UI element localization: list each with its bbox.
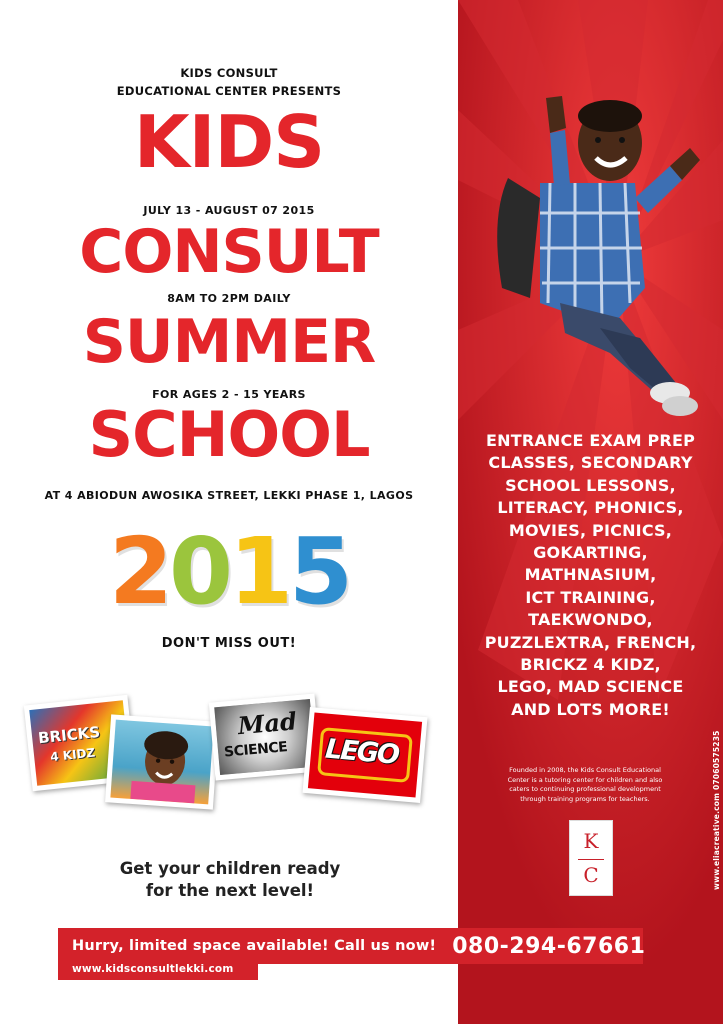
title-school: SCHOOL [88, 398, 370, 471]
tagline-line-1: Get your children ready [119, 859, 341, 878]
tagline-line-2: for the next level! [145, 881, 315, 900]
program-line: ICT TRAINING, [525, 587, 656, 607]
tagline [60, 858, 400, 902]
year-digit-1: 1 [229, 518, 290, 625]
program-line: PUZZLEXTRA, FRENCH, [484, 632, 697, 652]
kidz-label: 4 KIDZ [49, 745, 96, 765]
child-face-icon [110, 720, 213, 805]
website-link[interactable]: www.kidsconsultlekki.com [72, 963, 234, 975]
logo-divider [578, 859, 604, 860]
lego-label: LEGO [324, 733, 400, 771]
bricks-label: BRICKS [37, 722, 101, 748]
science-label: SCIENCE [223, 739, 288, 761]
about-line: Founded in 2008, the Kids Consult Educational [509, 766, 661, 774]
kc-logo [569, 820, 613, 896]
year-digit-5: 5 [289, 518, 350, 625]
year-digit-2: 2 [108, 518, 169, 625]
dates-text: JULY 13 - AUGUST 07 2015 [143, 204, 315, 217]
presenter-line-2: EDUCATIONAL CENTER PRESENTS [116, 84, 342, 98]
year-digit-0: 0 [168, 518, 229, 625]
ages-text: FOR AGES 2 - 15 YEARS [152, 388, 306, 401]
program-line: LITERACY, PHONICS, [497, 498, 684, 518]
program-line: AND LOTS MORE! [511, 699, 670, 719]
about-line: caters to continuing professional development [509, 785, 661, 793]
logo-letter-k: K [583, 829, 599, 853]
photo-child-pool [105, 714, 219, 809]
about-line: Center is a tutoring center for children and also [507, 775, 663, 784]
logo-letter-c: C [583, 863, 599, 887]
about-text [478, 766, 692, 804]
address-text: AT 4 ABIODUN AWOSIKA STREET, LEKKI PHASE 1, LAGOS [44, 489, 414, 502]
title-kids: KIDS [133, 100, 325, 184]
program-line: MOVIES, PICNICS, [508, 520, 673, 540]
program-line: GOKARTING, [533, 543, 648, 563]
phone-number[interactable]: 080-294-67661 [452, 933, 646, 959]
title-consult: CONSULT [79, 217, 379, 287]
program-line: BRICKZ 4 KIDZ, [520, 655, 661, 675]
program-line: CLASSES, SECONDARY [488, 453, 693, 473]
dont-miss-text: DON'T MISS OUT! [161, 636, 297, 651]
program-line: MATHNASIUM, [524, 565, 657, 585]
call-to-action-bar [58, 928, 646, 964]
hurry-text: Hurry, limited space available! Call us now! [72, 938, 437, 954]
mad-label: Mad [236, 706, 298, 741]
designer-credit: www.eliacreative.com 07060575235 [712, 730, 721, 890]
about-line: through training programs for teachers. [520, 794, 650, 803]
program-line: SCHOOL LESSONS, [505, 475, 676, 495]
title-summer: SUMMER [82, 307, 376, 377]
hours-text: 8AM TO 2PM DAILY [167, 292, 291, 305]
programs-list [458, 430, 723, 721]
program-line: ENTRANCE EXAM PREP [485, 431, 695, 450]
program-line: LEGO, MAD SCIENCE [497, 677, 684, 697]
jumping-boy-image [470, 88, 710, 433]
program-line: TAEKWONDO, [528, 610, 653, 630]
photo-lego [302, 707, 427, 803]
presenter-line-1: KIDS CONSULT [180, 66, 278, 80]
year-2015 [0, 518, 458, 625]
